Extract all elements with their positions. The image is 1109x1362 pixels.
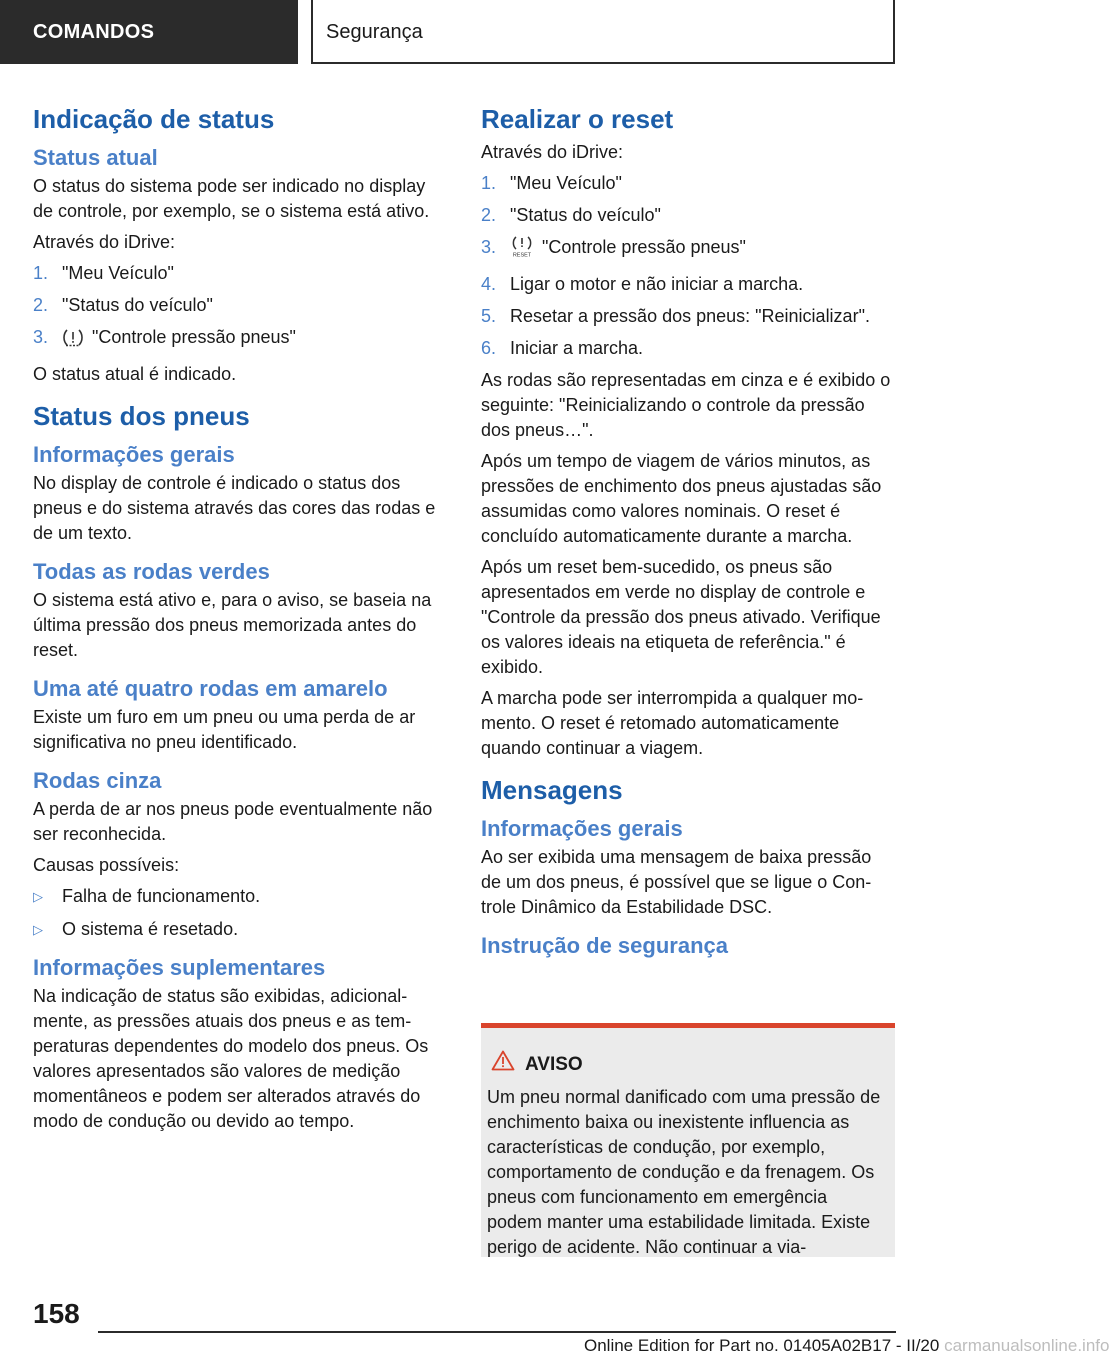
step-number: 5. xyxy=(481,306,497,326)
footer-divider xyxy=(98,1331,896,1333)
section-tab[interactable]: Segurança xyxy=(311,0,895,64)
heading-gray-wheels: Rodas cinza xyxy=(33,768,162,793)
paragraph-idrive: Através do iDrive: xyxy=(33,232,176,252)
step-number: 3. xyxy=(33,327,49,347)
paragraph-current-status: O status do sistema pode ser indicado no display de controle, por exemplo, se o sistema está ativo. xyxy=(33,176,430,221)
step-text: Iniciar a marcha. xyxy=(510,338,644,358)
paragraph-possible-causes: Causas possíveis: xyxy=(33,855,180,875)
list-item xyxy=(33,917,448,942)
reset-step-list xyxy=(481,171,896,361)
tire-pressure-warning-icon xyxy=(62,328,84,355)
page-header xyxy=(0,0,960,66)
footer-edition xyxy=(584,1336,1109,1356)
step-text: "Status do veículo" xyxy=(62,295,213,315)
step-number: 1. xyxy=(33,263,49,283)
heading-general-info: Informações gerais xyxy=(481,816,683,841)
triangle-bullet-icon: ▷ xyxy=(33,922,43,937)
step-text: "Status do veículo" xyxy=(510,205,661,225)
list-item xyxy=(481,171,896,196)
step-text: "Meu Veículo" xyxy=(510,173,622,193)
causes-list xyxy=(33,884,448,942)
triangle-bullet-icon: ▷ xyxy=(33,889,43,904)
list-item xyxy=(481,203,896,228)
bullet-text: O sistema é resetado. xyxy=(62,919,239,939)
paragraph-travel-time: Após um tempo de viagem de vários minutos, as pressões de enchimento dos pneus ajustadas são assumidas como valores nominais. O reset é concluído automaticamente durante a marcha. xyxy=(481,451,882,546)
chapter-tab[interactable]: COMANDOS xyxy=(0,0,298,64)
paragraph-all-green: O sistema está ativo e, para o aviso, se baseia na última pressão dos pneus memorizada antes do reset. xyxy=(33,590,432,660)
step-text: "Controle pressão pneus" xyxy=(92,327,296,347)
paragraph-gray-reset: As rodas são representadas em cinza e é exibido o seguinte: "Reinicializando o controle da pressão dos pneus…". xyxy=(481,370,891,440)
paragraph-status-indicated: O status atual é indicado. xyxy=(33,364,237,384)
warning-text: Um pneu normal danificado com uma pressão de enchimento baixa ou inexistente influencia as características de condução, por exemplo, comportamento de condução e da frenagem. Os pneus com funcionamento em emergência podem manter uma estabilidade limitada. Existe perigo de acidente. Não continuar a via- xyxy=(487,1087,881,1257)
step-number: 3. xyxy=(481,237,497,257)
heading-safety-instruction: Instrução de segurança xyxy=(481,933,728,958)
step-number: 4. xyxy=(481,274,497,294)
warning-title xyxy=(487,1050,887,1079)
list-item xyxy=(481,304,896,329)
paragraph-yellow-wheels: Existe um furo em um pneu ou uma perda de ar significativa no pneu identificado. xyxy=(33,707,416,752)
paragraph-messages-info: Ao ser exibida uma mensagem de baixa pressão de um dos pneus, é possível que se ligue o Con-trole Dinâmico da Estabilidade DSC. xyxy=(481,847,872,917)
paragraph-interrupt: A marcha pode ser interrompida a qualquer mo-mento. O reset é retomado automaticamente quando continuar a viagem. xyxy=(481,688,864,758)
step-number: 2. xyxy=(481,205,497,225)
paragraph-general-info: No display de controle é indicado o status dos pneus e do sistema através das cores das rodas e de um texto. xyxy=(33,473,436,543)
paragraph-idrive: Através do iDrive: xyxy=(481,142,624,162)
watermark-text: carmanualsonline.info xyxy=(944,1336,1109,1355)
warning-box xyxy=(481,1023,895,1257)
bullet-text: Falha de funcionamento. xyxy=(62,886,261,906)
list-item xyxy=(33,884,448,909)
edition-text: Online Edition for Part no. 01405A02B17 - II/20 xyxy=(584,1336,940,1355)
list-item xyxy=(481,235,896,265)
heading-perform-reset: Realizar o reset xyxy=(481,104,674,134)
heading-messages: Mensagens xyxy=(481,775,623,805)
step-text: Resetar a pressão dos pneus: "Reinicializar". xyxy=(510,306,870,326)
heading-yellow-wheels: Uma até quatro rodas em amarelo xyxy=(33,676,388,701)
right-column xyxy=(481,98,896,962)
step-text: "Controle pressão pneus" xyxy=(542,237,746,257)
list-item xyxy=(481,336,896,361)
heading-tire-status: Status dos pneus xyxy=(33,401,250,431)
heading-general-info: Informações gerais xyxy=(33,442,235,467)
left-step-list xyxy=(33,261,448,355)
list-item xyxy=(33,325,448,355)
heading-all-green: Todas as rodas verdes xyxy=(33,559,270,584)
warning-triangle-icon xyxy=(491,1050,515,1079)
step-number: 1. xyxy=(481,173,497,193)
heading-current-status: Status atual xyxy=(33,145,158,170)
paragraph-reset-success: Após um reset bem-sucedido, os pneus são apresentados em verde no display de controle e "Controle da pressão dos pneus ativado. Verifique os valores ideais na etiqueta de referência." é exibido. xyxy=(481,557,881,677)
reset-icon-label: RESET xyxy=(512,252,532,259)
step-number: 2. xyxy=(33,295,49,315)
tire-pressure-reset-icon xyxy=(510,236,534,265)
step-text: "Meu Veículo" xyxy=(62,263,174,283)
page-number: 158 xyxy=(33,1298,80,1329)
warning-label: AVISO xyxy=(525,1053,583,1075)
list-item xyxy=(33,293,448,318)
list-item xyxy=(33,261,448,286)
paragraph-supplementary-info: Na indicação de status são exibidas, adicional-mente, as pressões atuais dos pneus e as tem-peraturas dependentes do modelo dos pneus. Os valores apresentados são valores de medição momentâneos e podem ser alterados através do modo de condução ou devido ao tempo. xyxy=(33,986,429,1131)
list-item xyxy=(481,272,896,297)
step-number: 6. xyxy=(481,338,497,358)
paragraph-gray-wheels: A perda de ar nos pneus pode eventualmente não ser reconhecida. xyxy=(33,799,433,844)
heading-supplementary-info: Informações suplementares xyxy=(33,955,326,980)
left-column xyxy=(33,98,448,1140)
step-text: Ligar o motor e não iniciar a marcha. xyxy=(510,274,804,294)
heading-status-indication: Indicação de status xyxy=(33,104,275,134)
